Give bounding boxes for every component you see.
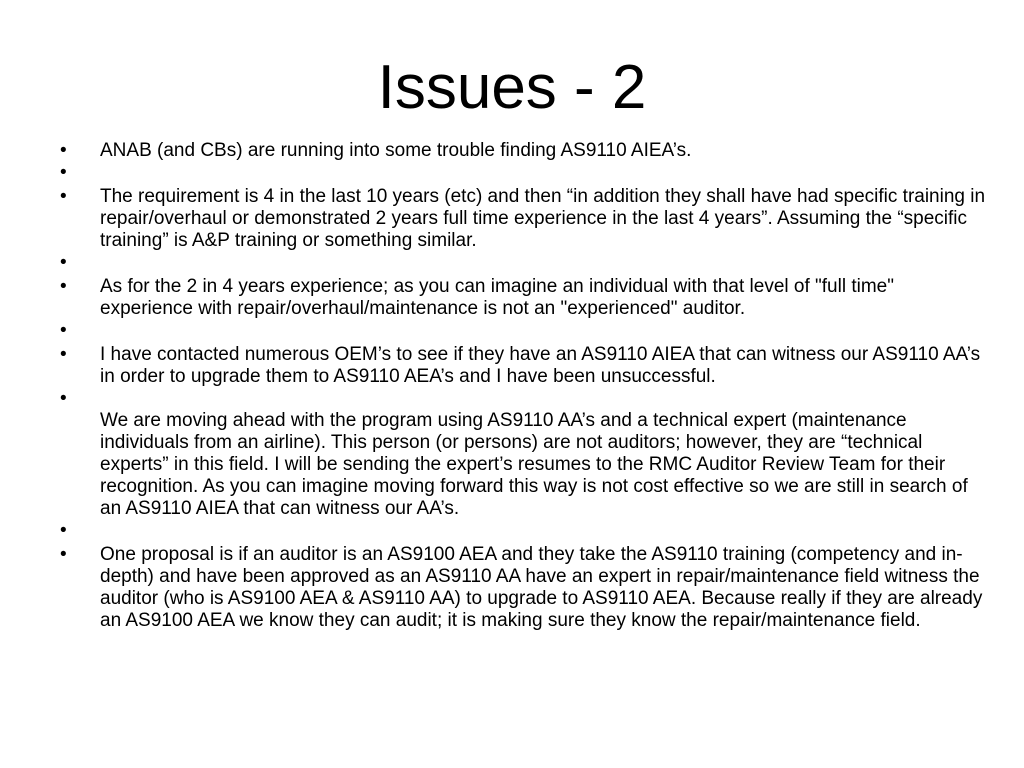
bullet-dot-icon: • (60, 520, 67, 541)
bullet-text (100, 320, 988, 342)
bullet-item (58, 320, 988, 342)
bullet-dot-icon: • (60, 276, 67, 297)
bullet-dot-icon: • (60, 544, 67, 565)
bullet-item (58, 344, 988, 388)
bullet-dot-icon: • (60, 162, 67, 183)
bullet-text: As for the 2 in 4 years experience; as you can imagine an individual with that level of "full time" experience with repair/overhaul/maintenance is not an "experienced" auditor. (100, 276, 894, 319)
bullet-list (58, 140, 988, 632)
bullet-item (58, 140, 988, 162)
bullet-item (58, 186, 988, 252)
bullet-dot-icon: • (60, 252, 67, 273)
bullet-item (58, 410, 988, 520)
bullet-dot-icon: • (60, 186, 67, 207)
bullet-dot-icon: • (60, 320, 67, 341)
bullet-item (58, 162, 988, 184)
bullet-text (100, 520, 988, 542)
bullet-text: I have contacted numerous OEM’s to see if they have an AS9110 AIEA that can witness our AS9110 AA’s in order to upgrade them to AS9110 AEA’s and I have been unsuccessful. (100, 344, 981, 387)
bullet-item (58, 252, 988, 274)
bullet-dot-icon: • (60, 388, 67, 409)
bullet-item (58, 388, 988, 410)
bullet-item (58, 276, 988, 320)
slide-title: Issues - 2 (377, 53, 647, 122)
bullet-text (100, 388, 988, 410)
bullet-text: ANAB (and CBs) are running into some trouble finding AS9110 AIEA’s. (100, 140, 692, 161)
bullet-text: The requirement is 4 in the last 10 years (etc) and then “in addition they shall have had specific training in repair/overhaul or demonstrated 2 years full time experience in the last 4 years”. Assuming the “specific training” is A&P training or something similar. (100, 186, 986, 251)
bullet-dot-icon: • (60, 140, 67, 161)
bullet-text: One proposal is if an auditor is an AS9100 AEA and they take the AS9110 training (competency and in-depth) and have been approved as an AS9110 AA have an expert in repair/maintenance field witness the auditor (who is AS9100 AEA & AS9110 AA) to upgrade to AS9110 AEA. Because really if they are already an AS9100 AEA we know they can audit; it is making sure they know the repair/maintenance field. (100, 544, 983, 631)
bullet-item (58, 544, 988, 632)
bullet-item (58, 520, 988, 542)
bullet-dot-icon: • (60, 344, 67, 365)
bullet-text (100, 162, 988, 184)
bullet-text (100, 252, 988, 274)
bullet-text: We are moving ahead with the program using AS9110 AA’s and a technical expert (maintenance individuals from an airline). This person (or persons) are not auditors; however, they are “technical experts” in this field. I will be sending the expert’s resumes to the RMC Auditor Review Team for their recognition. As you can imagine moving forward this way is not cost effective so we are still in search of an AS9110 AIEA that can witness our AA’s. (100, 410, 968, 519)
